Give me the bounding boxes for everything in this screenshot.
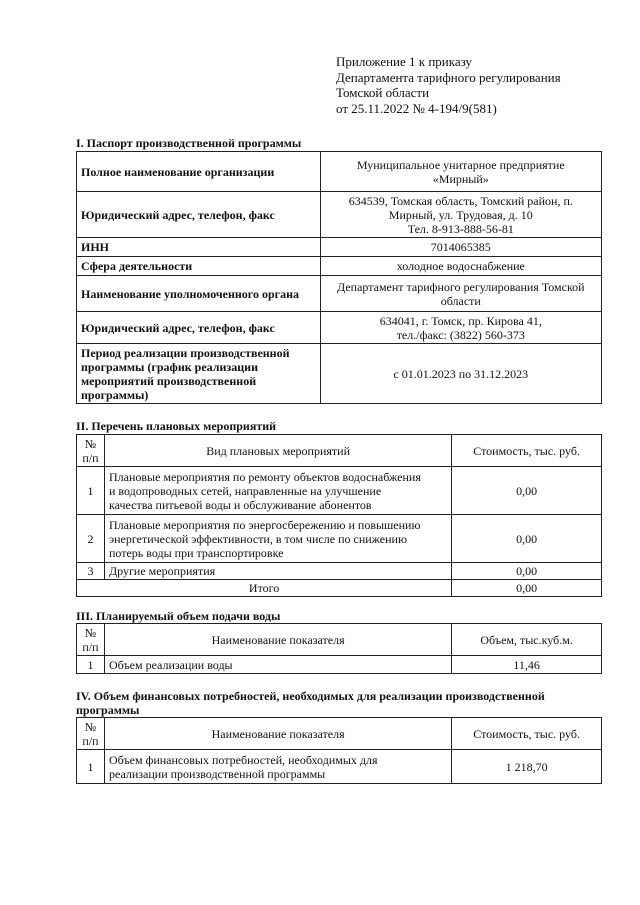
row-value: Департамент тарифного регулирования Томской области: [320, 276, 601, 312]
table-header-row: [77, 624, 602, 656]
header-line: Приложение 1 к приказу: [336, 54, 473, 69]
table-header-row: [77, 435, 602, 467]
section-4-title: IV. Объем финансовых потребностей, необходимых для реализации производственной программы: [76, 689, 545, 717]
header-line: Департамента тарифного регулирования: [336, 69, 561, 85]
column-header-cost: Стоимость, тыс. руб.: [452, 435, 602, 467]
table-row: [77, 563, 602, 580]
total-label: Итого: [77, 580, 452, 597]
table-row: [77, 238, 602, 257]
table-row: [77, 152, 602, 192]
row-num: 2: [77, 515, 105, 563]
row-name: Плановые мероприятия по энергосбережению и повышению энергетической эффективности, в том числе по снижению потерь воды при транспортировке: [104, 515, 451, 563]
row-label: Юридический адрес, телефон, факс: [77, 192, 321, 238]
column-header-cost: Стоимость, тыс. руб.: [452, 718, 602, 750]
row-label: Сфера деятельности: [77, 257, 321, 276]
table-row: [77, 257, 602, 276]
section-1-title: I. Паспорт производственной программы: [76, 136, 302, 150]
row-value: 634041, г. Томск, пр. Кирова 41, тел./факс: (3822) 560-373: [320, 312, 601, 344]
row-label: Полное наименование организации: [77, 152, 321, 192]
row-value: холодное водоснабжение: [320, 257, 601, 276]
financial-needs-table: [76, 717, 602, 784]
row-label: ИНН: [77, 238, 321, 257]
row-name: Другие мероприятия: [104, 563, 451, 580]
column-header-num: № п/п: [77, 435, 105, 467]
total-row: [77, 580, 602, 597]
table-row: [77, 467, 602, 515]
column-header-num: № п/п: [77, 624, 105, 656]
row-name: Объем финансовых потребностей, необходимых для реализации производственной программы: [104, 750, 451, 784]
row-cost: 0,00: [452, 563, 602, 580]
passport-table: [76, 151, 602, 404]
row-num: 1: [77, 656, 105, 674]
table-row: [77, 656, 602, 674]
column-header-name: Наименование показателя: [104, 718, 451, 750]
total-value: 0,00: [452, 580, 602, 597]
row-cost: 0,00: [452, 467, 602, 515]
row-value: 11,46: [452, 656, 602, 674]
table-row: [77, 192, 602, 238]
measures-table: [76, 434, 602, 597]
row-label: Наименование уполномоченного органа: [77, 276, 321, 312]
row-label: Период реализации производственной программы (график реализации мероприятий производственной программы): [77, 344, 321, 404]
table-row: [77, 515, 602, 563]
column-header-num: № п/п: [77, 718, 105, 750]
table-row: [77, 312, 602, 344]
row-name: Плановые мероприятия по ремонту объектов водоснабжения и водопроводных сетей, направленные на улучшение качества питьевой воды и обслуживание абонентов: [104, 467, 451, 515]
header-line: от 25.11.2022 № 4-194/9(581): [336, 100, 497, 116]
row-value: 634539, Томская область, Томский район, п. Мирный, ул. Трудовая, д. 10 Тел. 8-913-888-56-81: [320, 192, 601, 238]
row-num: 3: [77, 563, 105, 580]
water-volume-table: [76, 623, 602, 674]
table-header-row: [77, 718, 602, 750]
row-num: 1: [77, 750, 105, 784]
table-row: [77, 750, 602, 784]
row-value: 7014065385: [320, 238, 601, 257]
row-value: с 01.01.2023 по 31.12.2023: [320, 344, 601, 404]
column-header-name: Наименование показателя: [104, 624, 451, 656]
row-label: Юридический адрес, телефон, факс: [77, 312, 321, 344]
section-2-title: II. Перечень плановых мероприятий: [76, 419, 277, 433]
row-num: 1: [77, 467, 105, 515]
row-name: Объем реализации воды: [104, 656, 451, 674]
column-header-name: Вид плановых мероприятий: [104, 435, 451, 467]
header-line: Томской области: [336, 85, 430, 100]
section-3-title: III. Планируемый объем подачи воды: [76, 609, 281, 623]
table-row: [77, 276, 602, 312]
row-cost: 1 218,70: [452, 750, 602, 784]
table-row: [77, 344, 602, 404]
row-value: Муниципальное унитарное предприятие «Мирный»: [320, 152, 601, 192]
order-header: [336, 54, 616, 116]
column-header-value: Объем, тыс.куб.м.: [452, 624, 602, 656]
row-cost: 0,00: [452, 515, 602, 563]
